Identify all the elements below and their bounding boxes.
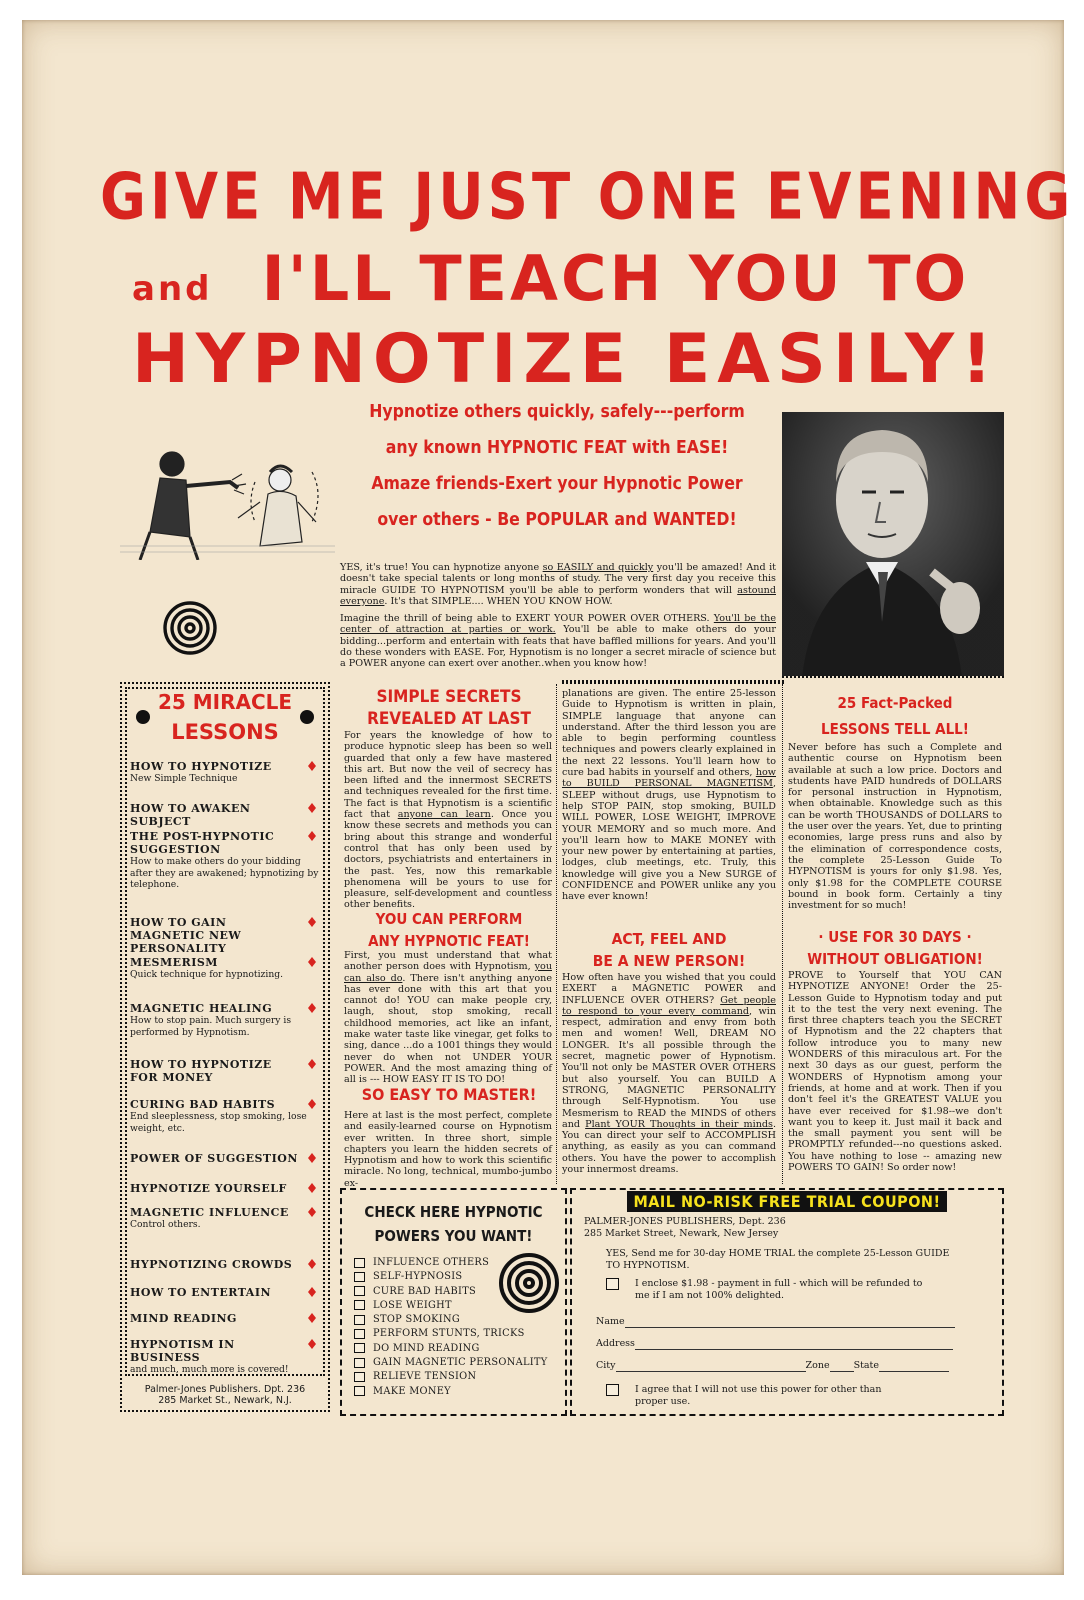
- coupon-yes: YES, Send me for 30-day HOME TRIAL the complete 25-Lesson GUIDE TO HYPNOTISM.: [606, 1248, 950, 1271]
- col2-p2a: How often have you wished that you could EXERT a MAGNETIC POWER and INFLUENCE OVER OTHERS?: [562, 972, 776, 1006]
- name-row: [596, 1316, 994, 1328]
- lesson-title: HOW TO HYPNOTIZE: [130, 760, 272, 773]
- lessons-footer: [122, 1384, 328, 1406]
- col3-text-1: Never before has such a Complete and authentic course on Hypnotism been available at such a low price. Doctors and students have PAID hundreds of DOLLARS for personal instruction in Hypnotism, when obtainable. Knowledge such as this can be worth THOUSANDS of DOLLARS to the user over the years. Yet, due to printing economies, large press runs and also by the elimination of correspondence costs, the complete 25-Lesson Guide To HYPNOTISM is yours for only $1.98. Yes, only $1.98 for the COMPLETE COURSE bound in book form. Certainly a tiny investment for so much!: [788, 742, 1002, 912]
- coupon-agree: I agree that I will not use this power for other than proper use.: [635, 1384, 882, 1407]
- fact-packed-heading: 25 Fact-Packed LESSONS TELL ALL!: [821, 694, 969, 738]
- power-checkbox[interactable]: [354, 1272, 365, 1282]
- lesson-title: HOW TO GAIN MAGNETIC NEW PERSONALITY: [130, 916, 242, 955]
- check-title-2: POWERS YOU WANT!: [374, 1227, 533, 1245]
- lesson-item: [130, 1312, 326, 1325]
- power-checkbox[interactable]: [354, 1372, 365, 1382]
- power-option[interactable]: [354, 1356, 548, 1370]
- diamond-bullet-icon: [308, 1259, 316, 1269]
- lessons-footer-address: 285 Market St., Newark, N.J.: [158, 1395, 292, 1406]
- headline-line-1: GIVE ME JUST ONE EVENING: [100, 160, 1075, 235]
- power-checkbox[interactable]: [354, 1258, 365, 1268]
- lesson-title: MAGNETIC INFLUENCE: [130, 1206, 289, 1219]
- diamond-bullet-icon: [308, 1059, 316, 1069]
- spiral-target-icon: [162, 600, 218, 656]
- col2-p2c: . You can direct your self to ACCOMPLISH anything, as easily as you can command others. You have the power to accomplish your innermost dreams.: [562, 1118, 777, 1176]
- perform-feat-heading: YOU CAN PERFORM ANY HYPNOTIC FEAT!: [368, 910, 530, 950]
- col3-text-2: PROVE to Yourself that YOU CAN HYPNOTIZE ANYONE! Order the 25-Lesson Guide to Hypnotism today and put it to the test the very next evening. The first three chapters teach you the SECRET of Hypnotism and the 22 chapters that follow introduce you to many new WONDERS of this miraculous art. For the next 30 days as our guest, perform the WONDERS of Hypnotism among your friends, at home and at work. Then if you don't feel it's the GREATEST VALUE you have ever received for $1.98--we don't want you to keep it. Just mail it back and the small payment you sent will be PROMPTLY refunded---no questions asked. You have nothing to lose -- amazing new POWERS TO GAIN! So order now!: [788, 970, 1002, 1174]
- lesson-title: HYPNOTIZE YOURSELF: [130, 1182, 287, 1195]
- col2-p2u2: Plant YOUR Thoughts in their minds: [585, 1118, 773, 1130]
- col1-p2b: . There isn't anything anyone has ever done with this art that you cannot do! YOU can make people cry, laugh, shout, stop smoking, recall childhood memories, act like an infant, make water taste like vinegar, get folks to sing, dance ...do a 1001 things they would never do when not UNDER YOUR POWER. And the most amazing thing of all is --- HOW EASY IT IS TO DO!: [344, 972, 553, 1086]
- simple-secrets-heading: SIMPLE SECRETS REVEALED AT LAST: [367, 687, 531, 729]
- diamond-bullet-icon: [308, 1183, 316, 1193]
- lesson-desc: How to make others do your bidding after they are awakened; hypnotizing by telephone.: [130, 856, 319, 890]
- power-checkbox[interactable]: [354, 1315, 365, 1325]
- col2-p2u1: Get people to respond to your every command: [562, 994, 776, 1017]
- column-rule: [782, 684, 783, 1184]
- coupon-agree-row: [584, 1384, 994, 1408]
- headline-line-2: [132, 242, 1084, 315]
- ad-page: [22, 20, 1075, 1575]
- coupon-enclose-row: [584, 1278, 994, 1302]
- headline-teach: I'LL TEACH YOU TO: [261, 242, 970, 315]
- lesson-title: HOW TO HYPNOTIZE FOR MONEY: [130, 1058, 272, 1084]
- lesson-title: POWER OF SUGGESTION: [130, 1152, 298, 1165]
- power-checkbox[interactable]: [354, 1386, 365, 1396]
- subhead-line: Amaze friends-Exert your Hypnotic Power: [371, 474, 743, 494]
- power-checkbox[interactable]: [354, 1329, 365, 1339]
- name-field[interactable]: [625, 1327, 955, 1328]
- column-rule: [556, 684, 557, 1184]
- city-label: City: [596, 1360, 616, 1371]
- state-field[interactable]: [879, 1371, 949, 1372]
- power-label: GAIN MAGNETIC PERSONALITY: [373, 1357, 548, 1369]
- diamond-bullet-icon: [308, 917, 316, 927]
- spiral-target-icon: [498, 1252, 560, 1314]
- headline-and: and: [132, 269, 213, 309]
- diamond-bullet-icon: [308, 1099, 316, 1109]
- power-option[interactable]: [354, 1370, 548, 1384]
- col2-p1b: , SLEEP without drugs, use Hypnotism to help STOP PAIN, stop smoking, BUILD WILL POWER, LOSE WEIGHT, IMPROVE YOUR MEMORY and so much more. And you'll learn how to MAKE MONEY with your new power by entertaining at parties, lodges, club meetings, etc. Truly, this knowledge will give you a New SURGE of CONFIDENCE and POWER unlike any you have ever known!: [562, 778, 776, 903]
- power-option[interactable]: [354, 1313, 548, 1327]
- power-label: PERFORM STUNTS, TRICKS: [373, 1328, 525, 1340]
- lesson-item: [130, 760, 326, 785]
- col2-text-2: [562, 972, 776, 1175]
- intro-p2b: You'll be able to make others do your bidding...perform and entertain with feats that have baffled millions for years. And you'll do these wonders with EASE. For, Hypnotism is no longer a secret miracle of science but a POWER anyone can exert over another..when you know how!: [340, 624, 776, 670]
- power-label: MAKE MONEY: [373, 1385, 451, 1397]
- column-divider: [562, 680, 784, 684]
- enclose-checkbox[interactable]: [606, 1278, 619, 1290]
- intro-p2a: Imagine the thrill of being able to EXERT YOUR POWER OVER OTHERS.: [340, 613, 714, 625]
- coupon-enclose: I enclose $1.98 - payment in full - which will be refunded to me if I am not 100% delighted.: [635, 1278, 923, 1301]
- col2-p1a: planations are given. The entire 25-lesson Guide to Hypnotism is written in plain, SIMPLE language that anyone can understand. After the third lesson you are able to begin performing countless techniques and powers clearly explained in the next 22 lessons. You'll learn how to cure bad habits in yourself and others,: [562, 688, 776, 779]
- col1-p1a: For years the knowledge of how to produce hypnotic sleep has been so well guarded that only a few have mastered this art. But now the veil of secrecy has been lifted and the innermost SECRETS and techniques revealed for the first time. The fact is that Hypnotism is a scientific fact that: [344, 730, 552, 821]
- lesson-title: HYPNOTISM IN BUSINESS: [130, 1338, 235, 1364]
- diamond-bullet-icon: [308, 1003, 316, 1013]
- lessons-title-2: LESSONS: [171, 720, 279, 744]
- trial-coupon: [570, 1188, 1004, 1416]
- power-checkbox[interactable]: [354, 1358, 365, 1368]
- intro-p1u1: so EASILY and quickly: [542, 562, 654, 573]
- zone-field[interactable]: [830, 1371, 854, 1372]
- miracle-lessons-box: [120, 682, 330, 1412]
- subhead: [332, 394, 782, 538]
- lesson-item: [130, 1152, 326, 1165]
- lesson-item: [130, 830, 326, 891]
- col2-p2b: , win respect, admiration and envy from both men and women! Well, DREAM NO LONGER. It's all possible through the secret, magnetic power of Hypnotism. You'll not only be MASTER OVER OTHERS but also yourself. You can BUILD A STRONG, MAGNETIC PERSONALITY through Self-Hypnotism. You use Mesmerism to READ the MINDS of others and: [562, 1005, 777, 1130]
- power-checkbox[interactable]: [354, 1286, 365, 1296]
- intro-p1b: you'll be amazed! And it doesn't take special talents or long months of study. The very first day you receive this miracle GUIDE TO HYPNOTISM you'll be able to perform wonders that will: [340, 562, 776, 596]
- power-option[interactable]: [354, 1327, 548, 1341]
- check-powers-box: [340, 1188, 567, 1416]
- diamond-bullet-icon: [308, 831, 316, 841]
- address-field[interactable]: [635, 1349, 953, 1350]
- coupon-title: MAIL NO-RISK FREE TRIAL COUPON!: [627, 1191, 946, 1212]
- check-title-1: CHECK HERE HYPNOTIC: [364, 1203, 543, 1221]
- col1-p2u: you can also do: [344, 961, 552, 984]
- lessons-title-1: 25 MIRACLE: [157, 690, 293, 714]
- power-option[interactable]: [354, 1342, 548, 1356]
- city-field[interactable]: [616, 1371, 806, 1372]
- col2-text-1: [562, 688, 776, 903]
- thirty-days-heading: · USE FOR 30 DAYS · WITHOUT OBLIGATION!: [807, 928, 983, 968]
- diamond-bullet-icon: [308, 1339, 316, 1349]
- lessons-footer-publisher: Palmer-Jones Publishers. Dpt. 236: [144, 1384, 306, 1395]
- lesson-item: [130, 1002, 326, 1038]
- power-label: DO MIND READING: [373, 1342, 480, 1354]
- lesson-desc: How to stop pain. Much surgery is performed by Hypnotism.: [130, 1015, 292, 1038]
- hypnotist-illustration: [120, 442, 335, 560]
- diamond-bullet-icon: [308, 1287, 316, 1297]
- col1-p2a: First, you must understand that what another person does with Hypnotism,: [344, 950, 552, 973]
- headline-line-3: HYPNOTIZE EASILY!: [132, 320, 1000, 399]
- diamond-bullet-icon: [308, 1313, 316, 1323]
- lesson-title: HOW TO ENTERTAIN: [130, 1286, 272, 1299]
- lesson-title: CURING BAD HABITS: [130, 1098, 276, 1111]
- power-label: STOP SMOKING: [373, 1314, 460, 1326]
- intro-p1u2: astound everyone: [340, 584, 776, 607]
- address-row: [596, 1338, 994, 1350]
- power-label: LOSE WEIGHT: [373, 1299, 452, 1311]
- coupon-body: [584, 1216, 994, 1408]
- col1-text-3: Here at last is the most perfect, complete and easily-learned course on Hypnotism ever written. In three short, simple chapters you learn the hidden secrets of Hypnotism and how to work this scientific miracle. No long, technical, mumbo-jumbo ex-: [344, 1110, 552, 1189]
- lesson-title: HYPNOTIZING CROWDS: [130, 1258, 293, 1271]
- intro-p1a: YES, it's true! You can hypnotize anyone: [340, 562, 543, 573]
- city-row: [596, 1360, 994, 1372]
- col1-p1b: . Once you know these secrets and methods you can bring about this strange and wonderful control that has only been used by doctors, psychiatrists and entertainers in the past. Yes, now this remarkable phenomena will be yours to use for pleasure, self-development and countless other benefits.: [344, 809, 552, 911]
- coupon-company: PALMER-JONES PUBLISHERS, Dept. 236: [584, 1216, 786, 1227]
- lesson-desc: New Simple Technique: [130, 773, 238, 784]
- lesson-item: [130, 1338, 326, 1376]
- zone-label: Zone: [805, 1360, 830, 1371]
- power-label: INFLUENCE OTHERS: [373, 1257, 490, 1268]
- name-label: Name: [596, 1316, 625, 1327]
- lesson-desc: Control others.: [130, 1219, 201, 1230]
- address-label: Address: [596, 1338, 635, 1349]
- coupon-address: 285 Market Street, Newark, New Jersey: [584, 1228, 779, 1239]
- lesson-desc: End sleeplessness, stop smoking, lose weight, etc.: [130, 1111, 307, 1134]
- diamond-bullet-icon: [308, 957, 316, 967]
- subhead-line: any known HYPNOTIC FEAT with EASE!: [385, 438, 729, 458]
- power-label: SELF-HYPNOSIS: [373, 1271, 463, 1283]
- lesson-desc: Quick technique for hypnotizing.: [130, 969, 284, 980]
- coupon-title-wrap: [572, 1192, 1002, 1211]
- diamond-bullet-icon: [308, 1207, 316, 1217]
- diamond-bullet-icon: [308, 1153, 316, 1163]
- col1-text-2: [344, 950, 552, 1086]
- lesson-item: [130, 956, 326, 981]
- lesson-title: THE POST-HYPNOTIC SUGGESTION: [130, 830, 275, 856]
- col1-text-1: [344, 730, 552, 911]
- lesson-item: [130, 1258, 326, 1271]
- power-label: RELIEVE TENSION: [373, 1371, 477, 1383]
- act-feel-heading: ACT, FEEL AND BE A NEW PERSON!: [592, 930, 746, 970]
- col1-p1u: anyone can learn: [397, 809, 491, 821]
- subhead-line: over others - Be POPULAR and WANTED!: [377, 510, 737, 530]
- intro-p2u: You'll be the center of attraction at parties or work.: [340, 613, 776, 636]
- agree-checkbox[interactable]: [606, 1384, 619, 1396]
- power-checkbox[interactable]: [354, 1300, 365, 1310]
- lesson-title: MESMERISM: [130, 956, 218, 969]
- lesson-item: [130, 1286, 326, 1299]
- easy-master-heading: SO EASY TO MASTER!: [361, 1085, 537, 1104]
- lesson-item: [130, 916, 326, 955]
- col2-p1u: how to BUILD PERSONAL MAGNETISM: [562, 767, 776, 790]
- lesson-item: [130, 1206, 326, 1231]
- power-option[interactable]: [354, 1385, 548, 1399]
- intro-text: [340, 562, 776, 670]
- lesson-title: MAGNETIC HEALING: [130, 1002, 273, 1015]
- lesson-item: [130, 1098, 326, 1134]
- subhead-line: Hypnotize others quickly, safely---perform: [369, 402, 745, 422]
- lesson-item: [130, 1182, 326, 1195]
- power-checkbox[interactable]: [354, 1343, 365, 1353]
- lesson-desc: and much, much more is covered!: [130, 1364, 289, 1375]
- lesson-item: [130, 1058, 326, 1084]
- diamond-bullet-icon: [308, 803, 316, 813]
- intro-p1c: . It's that SIMPLE.... WHEN YOU KNOW HOW.: [384, 595, 613, 607]
- lesson-title: HOW TO AWAKEN SUBJECT: [130, 802, 251, 828]
- hypnotist-photo: [782, 412, 1004, 678]
- lesson-item: [130, 802, 326, 828]
- diamond-bullet-icon: [308, 761, 316, 771]
- lesson-title: MIND READING: [130, 1312, 237, 1325]
- state-label: State: [853, 1360, 879, 1371]
- power-label: CURE BAD HABITS: [373, 1285, 477, 1297]
